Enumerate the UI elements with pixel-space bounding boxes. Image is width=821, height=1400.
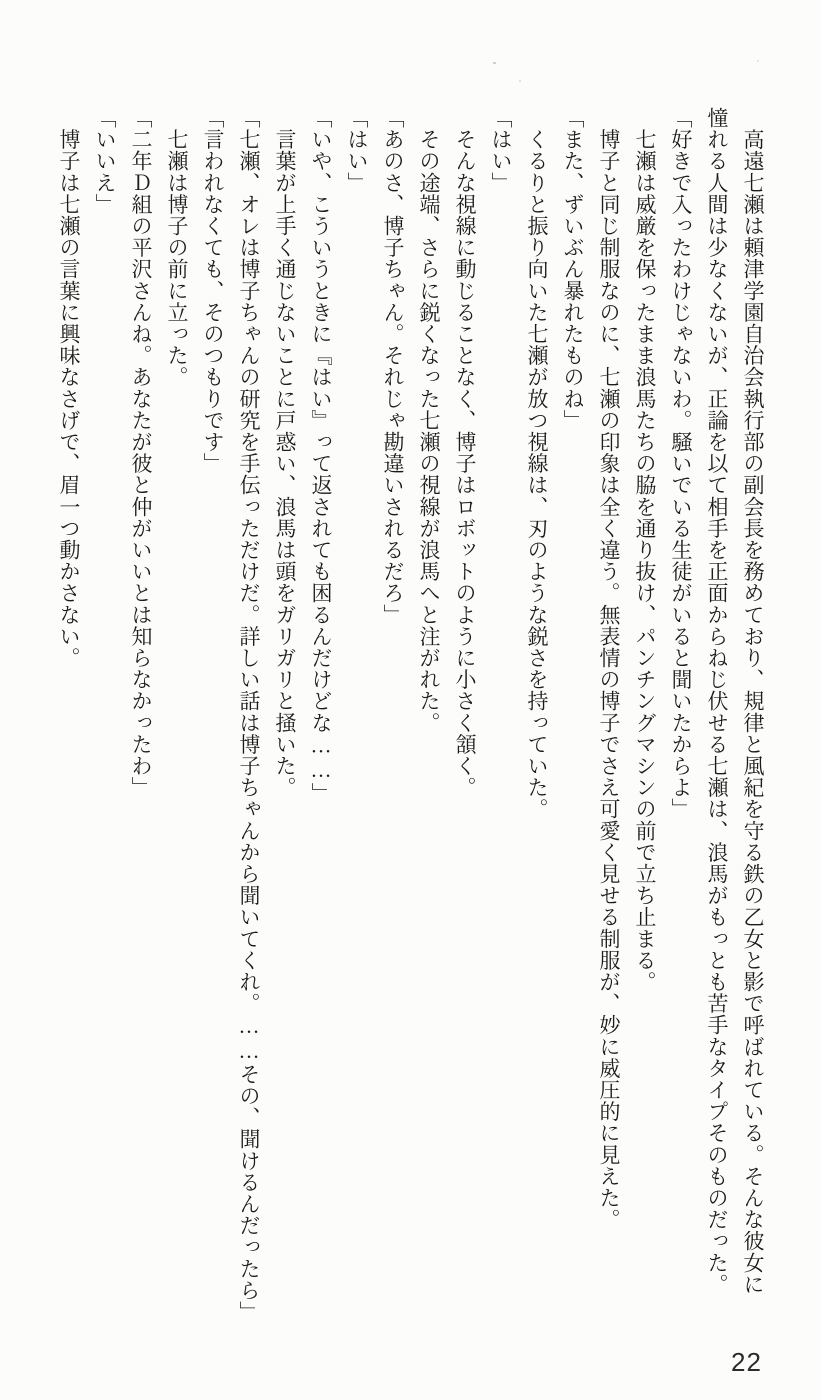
text-line: その途端、さらに鋭くなった七瀬の視線が浪馬へと注がれた。 bbox=[417, 107, 441, 734]
text-line: 「はい」 bbox=[489, 107, 513, 194]
text-line: 博子と同じ制服なのに、七瀬の印象は全く違う。無表情の博子でさえ可愛く見せる制服が、妙に威圧的に見えた。 bbox=[597, 107, 621, 1231]
text-line: 博子は七瀬の言葉に興味なさげで、眉一つ動かさない。 bbox=[57, 107, 81, 669]
text-line: 憧れる人間は少なくないが、正論を以て相手を正面からねじ伏せる七瀬は、浪馬がもっとも苦手なタイプそのものだった。 bbox=[705, 107, 729, 1295]
text-line: 「言われなくても、そのつもりです」 bbox=[201, 107, 225, 475]
scan-speck bbox=[757, 60, 759, 62]
text-line: 「また、ずいぶん暴れたものね」 bbox=[561, 107, 585, 431]
text-line: 「好きで入ったわけじゃないわ。騒いでいる生徒がいると聞いたからよ」 bbox=[669, 107, 693, 820]
text-line: 「いや、こういうときに『はい』って返されても困るんだけどな……」 bbox=[309, 107, 333, 805]
text-line: 「二年Ｄ組の平沢さんね。あなたが彼と仲がいいとは知らなかったわ」 bbox=[129, 107, 153, 799]
text-block bbox=[51, 107, 771, 1322]
scan-speck bbox=[493, 62, 496, 64]
text-line: 「いいえ」 bbox=[93, 107, 117, 215]
text-line: そんな視線に動じることなく、博子はロボットのように小さく頷く。 bbox=[453, 107, 477, 799]
text-line: 言葉が上手く通じないことに戸惑い、浪馬は頭をガリガリと掻いた。 bbox=[273, 107, 297, 799]
text-line: 「七瀬、オレは博子ちゃんの研究を手伝っただけだ。詳しい話は博子ちゃんから聞いてくれ。……その、聞けるんだったら」 bbox=[237, 107, 261, 1323]
page-number: 22 bbox=[731, 1347, 762, 1377]
text-line: 七瀬は威厳を保ったまま浪馬たちの脇を通り抜け、パンチングマシンの前で立ち止まる。 bbox=[633, 107, 657, 993]
text-line: 「あのさ、博子ちゃん。それじゃ勘違いされるだろ」 bbox=[381, 107, 405, 626]
text-line: 「はい」 bbox=[345, 107, 369, 194]
scan-speck bbox=[519, 80, 521, 82]
text-line: 七瀬は博子の前に立った。 bbox=[165, 107, 189, 388]
text-line: 高遠七瀬は頼津学園自治会執行部の副会長を務めており、規律と風紀を守る鉄の乙女と影で呼ばれている。そんな彼女に bbox=[741, 107, 765, 1295]
text-line: くるりと振り向いた七瀬が放つ視線は、刃のような鋭さを持っていた。 bbox=[525, 107, 549, 820]
